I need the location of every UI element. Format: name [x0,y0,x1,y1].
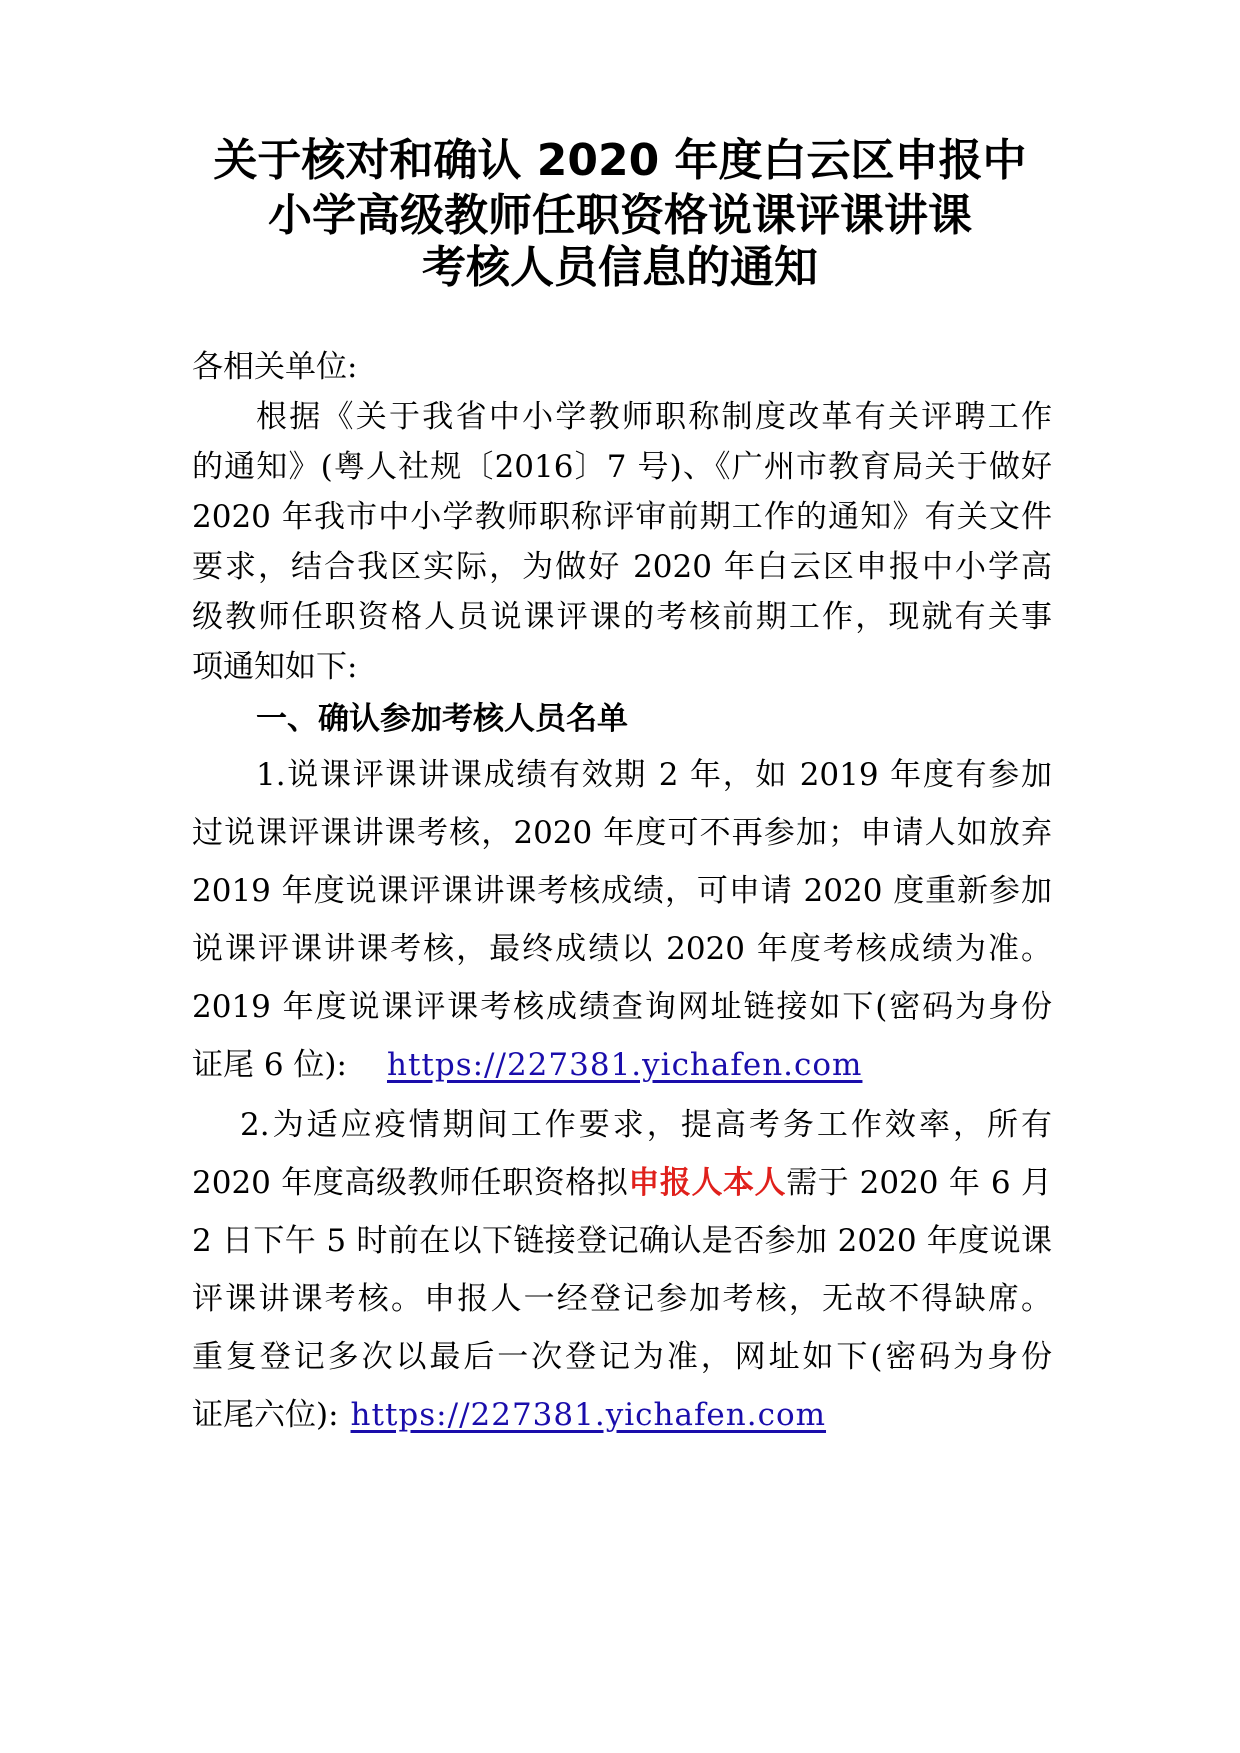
title-line-2: 小学高级教师任职资格说课评课讲课 [268,190,972,241]
item2-line-2 [192,1162,1052,1204]
item1-line-4: 说课评课讲课考核，最终成绩以 2020 年度考核成绩为准。 [192,931,1052,967]
salutation: 各相关单位: [192,349,358,385]
item2-line-6 [192,1394,1052,1436]
item1-line-6 [192,1044,1052,1086]
item2-line-5: 重复登记多次以最后一次登记为准，网址如下(密码为身份 [192,1339,1052,1375]
applicant-highlight: 申报人本人 [628,1165,787,1201]
intro-line-4: 要求，结合我区实际，为做好 2020 年白云区申报中小学高 [192,549,1052,585]
intro-line-3: 2020 年我市中小学教师职称评审前期工作的通知》有关文件 [192,499,1052,535]
title-line-3: 考核人员信息的通知 [422,242,818,293]
intro-line-1: 根据《关于我省中小学教师职称制度改革有关评聘工作 [256,399,1052,435]
item1-line-1: 1.说课评课讲课成绩有效期 2 年，如 2019 年度有参加 [256,757,1052,793]
section-heading-1: 一、确认参加考核人员名单 [256,701,628,737]
item2-line-2-prefix: 2020 年度高级教师任职资格拟 [192,1165,629,1201]
item2-link-prefix: 证尾六位): [192,1397,339,1433]
item2-line-2-suffix: 需于 2020 年 6 月 [786,1165,1053,1201]
intro-line-6: 项通知如下: [192,649,358,685]
item1-line-3: 2019 年度说课评课讲课考核成绩，可申请 2020 度重新参加 [192,873,1052,909]
item2-line-3: 2 日下午 5 时前在以下链接登记确认是否参加 2020 年度说课 [192,1223,1052,1259]
item1-line-5: 2019 年度说课评课考核成绩查询网址链接如下(密码为身份 [192,989,1052,1025]
item2-line-4: 评课讲课考核。申报人一经登记参加考核，无故不得缺席。 [192,1281,1052,1317]
item1-line-2: 过说课评课讲课考核，2020 年度可不再参加；申请人如放弃 [192,815,1052,851]
title-line-1: 关于核对和确认 2020 年度白云区申报中 [213,135,1027,186]
item1-link-prefix: 证尾 6 位): [192,1047,347,1083]
item1-query-link[interactable]: https://227381.yichafen.com [386,1047,863,1083]
item2-line-1: 2.为适应疫情期间工作要求，提高考务工作效率，所有 [240,1107,1052,1143]
intro-line-5: 级教师任职资格人员说课评课的考核前期工作，现就有关事 [192,599,1052,635]
item2-registration-link[interactable]: https://227381.yichafen.com [350,1397,827,1433]
intro-line-2: 的通知》(粤人社规〔2016〕7 号)、《广州市教育局关于做好 [192,449,1052,485]
